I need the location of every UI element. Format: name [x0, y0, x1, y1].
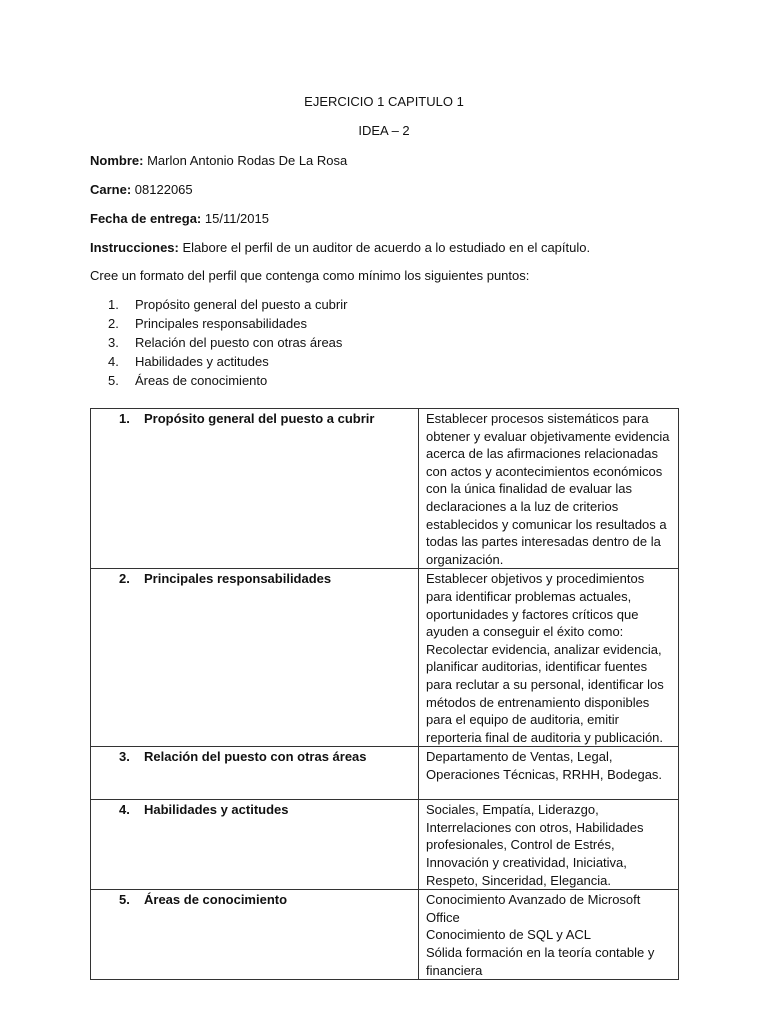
table-cell-label	[91, 569, 419, 747]
table-cell-content	[419, 890, 679, 980]
row-number: 3.	[119, 749, 130, 765]
table-row	[91, 800, 679, 890]
carne-value: 08122065	[131, 182, 193, 197]
table-row	[91, 890, 679, 980]
document-title: EJERCICIO 1 CAPITULO 1	[304, 94, 464, 109]
row-number: 1.	[119, 411, 130, 426]
instrucciones-label: Instrucciones:	[90, 240, 179, 255]
row-label: Habilidades y actitudes	[144, 802, 289, 818]
list-item-text: Áreas de conocimiento	[135, 373, 268, 388]
instrucciones-line	[90, 240, 590, 255]
row-label: Principales responsabilidades	[144, 571, 332, 587]
list-item-number: 3.	[108, 335, 119, 350]
knowledge-line: Conocimiento de SQL y ACL	[426, 927, 591, 943]
table-cell-label	[91, 409, 419, 569]
row-label: Propósito general del puesto a cubrir	[144, 411, 375, 426]
fecha-value: 15/11/2015	[201, 211, 269, 226]
carne-line	[90, 182, 193, 197]
idea-label: IDEA – 2	[358, 123, 410, 138]
nombre-label: Nombre:	[90, 153, 144, 168]
table-row	[91, 569, 679, 747]
table-cell-content: Establecer objetivos y procedimientos para identificar problemas actuales, oportunidades y factores críticos que ayuden a conseguir el éxito como: Recolectar evidencia, analizar evidencia, planificar auditorias, identificar fuentes para reclutar a su personal, identificar los métodos de entrenamiento disponibles para el equipo de auditoria, emitir reporteria final de auditoria y publicación.	[419, 569, 679, 747]
list-item-number: 5.	[108, 373, 119, 388]
knowledge-line: Conocimiento Avanzado de Microsoft Office	[426, 892, 641, 925]
list-item-number: 1.	[108, 297, 119, 312]
knowledge-line: Sólida formación en la teoría contable y financiera	[426, 945, 655, 978]
table-cell-label	[91, 747, 419, 800]
profile-table	[90, 408, 679, 980]
table-row	[91, 747, 679, 800]
intro-text: Cree un formato del perfil que contenga como mínimo los siguientes puntos:	[90, 268, 530, 283]
table-cell-label	[91, 890, 419, 980]
table-cell-content: Sociales, Empatía, Liderazgo, Interrelaciones con otros, Habilidades profesionales, Control de Estrés, Innovación y creatividad, Iniciativa, Respeto, Sinceridad, Elegancia.	[419, 800, 679, 890]
nombre-line	[90, 153, 347, 168]
list-item	[108, 333, 347, 352]
carne-label: Carne:	[90, 182, 132, 197]
row-number: 5.	[119, 892, 130, 908]
row-label: Áreas de conocimiento	[144, 892, 288, 908]
list-item-text: Relación del puesto con otras áreas	[135, 335, 343, 350]
row-number: 4.	[119, 802, 130, 818]
list-item	[108, 371, 347, 390]
list-item	[108, 295, 347, 314]
table-row	[91, 409, 679, 569]
list-item	[108, 352, 347, 371]
list-item	[108, 314, 347, 333]
fecha-label: Fecha de entrega:	[90, 211, 202, 226]
table-cell-content: Departamento de Ventas, Legal, Operaciones Técnicas, RRHH, Bodegas.	[419, 747, 679, 800]
nombre-value: Marlon Antonio Rodas De La Rosa	[143, 153, 348, 168]
list-item-text: Propósito general del puesto a cubrir	[135, 297, 348, 312]
table-cell-label	[91, 800, 419, 890]
list-item-text: Principales responsabilidades	[135, 316, 307, 331]
row-label: Relación del puesto con otras áreas	[144, 749, 367, 765]
points-list	[108, 295, 347, 390]
fecha-line	[90, 211, 269, 226]
list-item-text: Habilidades y actitudes	[135, 354, 269, 369]
list-item-number: 4.	[108, 354, 119, 369]
row-number: 2.	[119, 571, 130, 587]
table-cell-content: Establecer procesos sistemáticos para obtener y evaluar objetivamente evidencia acerca de las afirmaciones relacionadas con actos y acontecimientos económicos con la única finalidad de evaluar las declaraciones a la luz de criterios establecidos y comunicar los resultados a todas las partes interesadas dentro de la organización.	[419, 409, 679, 569]
list-item-number: 2.	[108, 316, 119, 331]
instrucciones-value: Elabore el perfil de un auditor de acuerdo a lo estudiado en el capítulo.	[178, 240, 591, 255]
